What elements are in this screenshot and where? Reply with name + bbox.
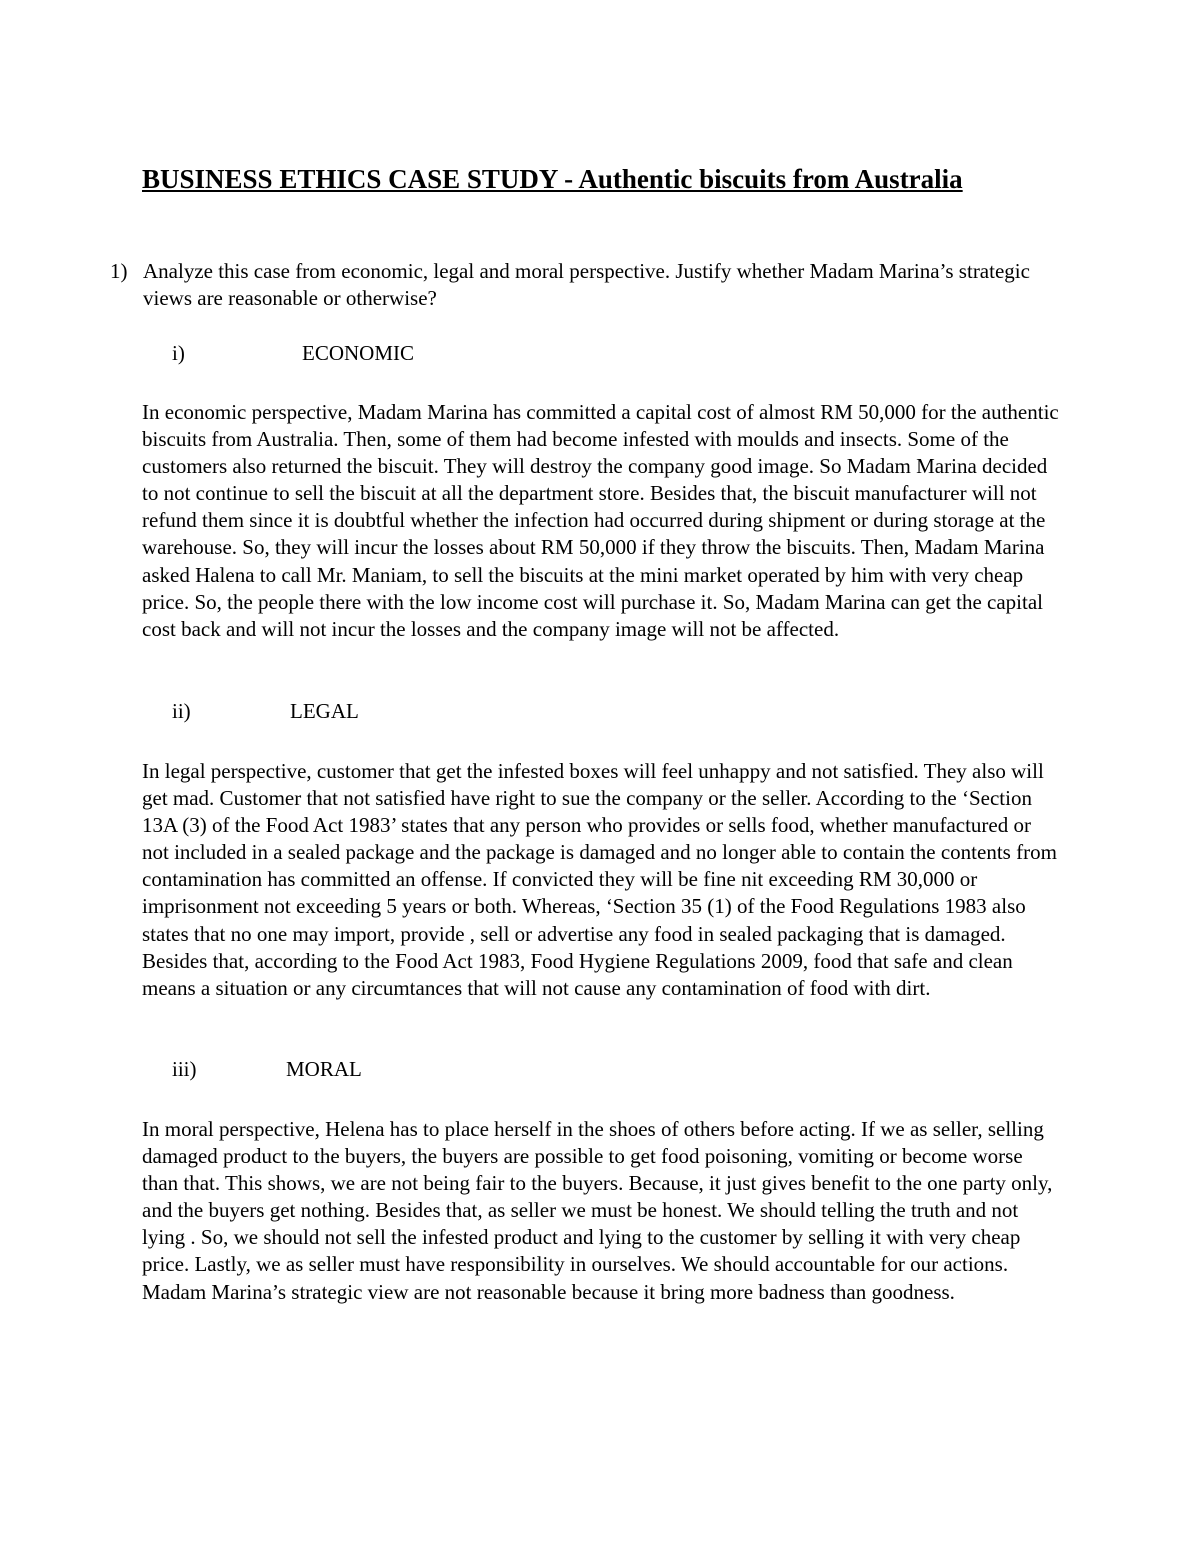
section-title: LEGAL (290, 699, 359, 723)
section-numeral: ii) (172, 699, 191, 723)
section-heading-economic (172, 340, 572, 367)
question-text: Analyze this case from economic, legal and moral perspective. Justify whether Madam Marina’s strategic views are reasonable or otherwise? (143, 259, 1030, 310)
section-title: ECONOMIC (302, 341, 415, 365)
question-number: 1) (110, 259, 128, 283)
section-heading-legal (172, 698, 572, 725)
section-body-moral: In moral perspective, Helena has to place herself in the shoes of others before acting. If we as seller, selling damaged product to the buyers, the buyers are possible to get food poisoning, vomiting or become worse than that. This shows, we are not being fair to the buyers. Because, it just gives benefit to the one party only, and the buyers get nothing. Besides that, as seller we must be honest. We should telling the truth and not lying . So, we should not sell the infested product and lying to the customer by selling it with very cheap price. Lastly, we as seller must have responsibility in ourselves. We should accountable for our actions. Madam Marina’s strategic view are not reasonable because it bring more badness than goodness. (142, 1117, 1053, 1304)
section-body-legal: In legal perspective, customer that get the infested boxes will feel unhappy and not satisfied. They also will get mad. Customer that not satisfied have right to sue the company or the seller. According to the ‘Section 13A (3) of the Food Act 1983’ states that any person who provides or sells food, whether manufactured or not included in a sealed package and the package is damaged and no longer able to contain the contents from contamination has committed an offense. If convicted they will be fine nit exceeding RM 30,000 or imprisonment not exceeding 5 years or both. Whereas, ‘Section 35 (1) of the Food Regulations 1983 also states that no one may import, provide , sell or advertise any food in sealed packaging that is damaged. Besides that, according to the Food Act 1983, Food Hygiene Regulations 2009, food that safe and clean means a situation or any circumtances that will not cause any contamination of food with dirt. (142, 759, 1057, 1000)
section-body-economic: In economic perspective, Madam Marina has committed a capital cost of almost RM 50,000 for the authentic biscuits from Australia. Then, some of them had become infested with moulds and insects. Some of the customers also returned the biscuit. They will destroy the company good image. So Madam Marina decided to not continue to sell the biscuit at all the department store. Besides that, the biscuit manufacturer will not refund them since it is doubtful whether the infection had occurred during shipment or during storage at the warehouse. So, they will incur the losses about RM 50,000 if they throw the biscuits. Then, Madam Marina asked Halena to call Mr. Maniam, to sell the biscuits at the mini market operated by him with very cheap price. So, the people there with the low income cost will purchase it. So, Madam Marina can get the capital cost back and will not incur the losses and the company image will not be affected. (142, 400, 1059, 641)
section-numeral: iii) (172, 1057, 197, 1081)
section-heading-moral (172, 1056, 572, 1083)
question-1 (110, 258, 1070, 312)
section-numeral: i) (172, 341, 185, 365)
section-title: MORAL (286, 1057, 362, 1081)
document-title: BUSINESS ETHICS CASE STUDY - Authentic biscuits from Australia (142, 164, 963, 194)
